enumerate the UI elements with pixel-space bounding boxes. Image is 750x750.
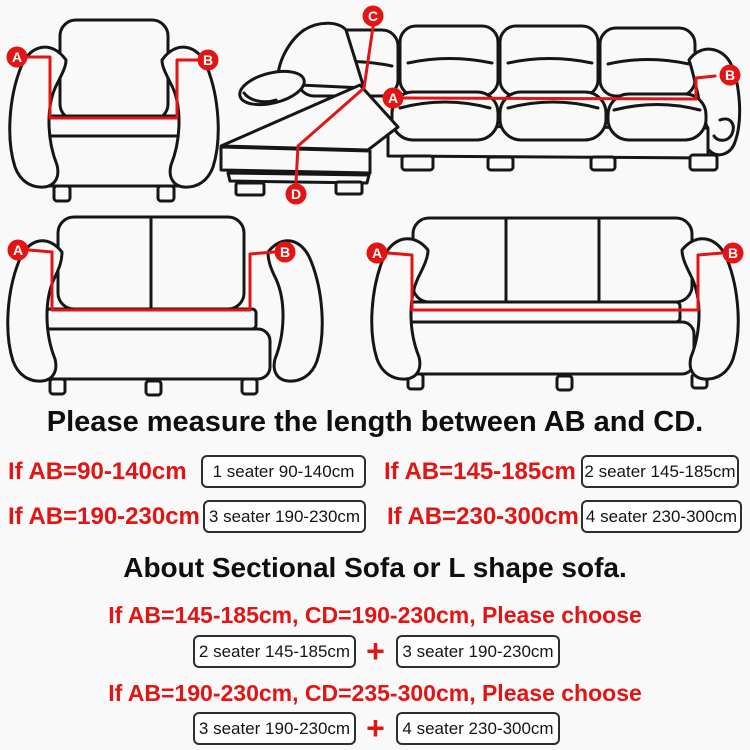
- sectional-rule-1-first-option: 2 seater 145-185cm: [193, 635, 356, 668]
- svg-text:A: A: [12, 242, 24, 258]
- marker-d-badge: [286, 184, 307, 205]
- sectional-sofa-diagram: [220, 0, 750, 210]
- sectional-outline: [221, 23, 740, 195]
- marker-b-badge: [720, 65, 741, 86]
- plus-sign: +: [366, 633, 385, 669]
- sectional-heading: About Sectional Sofa or L shape sofa.: [123, 552, 627, 583]
- size-option-4: 4 seater 230-300cm: [581, 500, 742, 533]
- svg-text:A: A: [11, 49, 23, 65]
- size-condition-4: If AB=230-300cm: [387, 503, 579, 530]
- svg-text:C: C: [367, 8, 379, 24]
- svg-text:D: D: [290, 186, 302, 202]
- loveseat-outline: [8, 217, 322, 395]
- size-option-1: 1 seater 90-140cm: [201, 455, 366, 488]
- sectional-rule-2-second-option: 4 seater 230-300cm: [396, 712, 560, 745]
- size-option-3: 3 seater 190-230cm: [203, 500, 366, 533]
- marker-c-badge: [363, 6, 384, 27]
- sectional-rule-2-condition: If AB=190-230cm, CD=235-300cm, Please choose: [108, 680, 642, 706]
- sectional-rule-1-condition: If AB=145-185cm, CD=190-230cm, Please choose: [108, 602, 642, 628]
- svg-text:B: B: [724, 67, 736, 83]
- size-condition-3: If AB=190-230cm: [8, 503, 200, 530]
- marker-b-badge: [723, 243, 744, 264]
- marker-b-badge: [275, 242, 296, 263]
- sectional-rule-2-first-option: 3 seater 190-230cm: [193, 712, 356, 745]
- size-option-2: 2 seater 145-185cm: [581, 455, 739, 488]
- three-seater-outline: [372, 218, 738, 390]
- marker-a-badge: [383, 88, 404, 109]
- svg-text:B: B: [202, 52, 214, 68]
- svg-text:A: A: [371, 245, 383, 261]
- marker-a-badge: [7, 47, 28, 68]
- svg-text:B: B: [727, 245, 739, 261]
- armchair-outline: [10, 20, 218, 201]
- size-condition-2: If AB=145-185cm: [384, 458, 576, 485]
- armchair-diagram: [0, 0, 230, 210]
- plus-sign: +: [366, 710, 385, 746]
- marker-a-badge: [367, 243, 388, 264]
- marker-b-badge: [198, 50, 219, 71]
- size-condition-1: If AB=90-140cm: [8, 458, 187, 485]
- measure-heading: Please measure the length between AB and CD.: [46, 406, 704, 438]
- loveseat-diagram: [0, 210, 330, 395]
- svg-text:B: B: [279, 244, 291, 260]
- svg-text:A: A: [387, 90, 399, 106]
- three-seater-diagram: [330, 210, 750, 395]
- marker-a-badge: [8, 240, 29, 261]
- sectional-rule-1-second-option: 3 seater 190-230cm: [396, 635, 560, 668]
